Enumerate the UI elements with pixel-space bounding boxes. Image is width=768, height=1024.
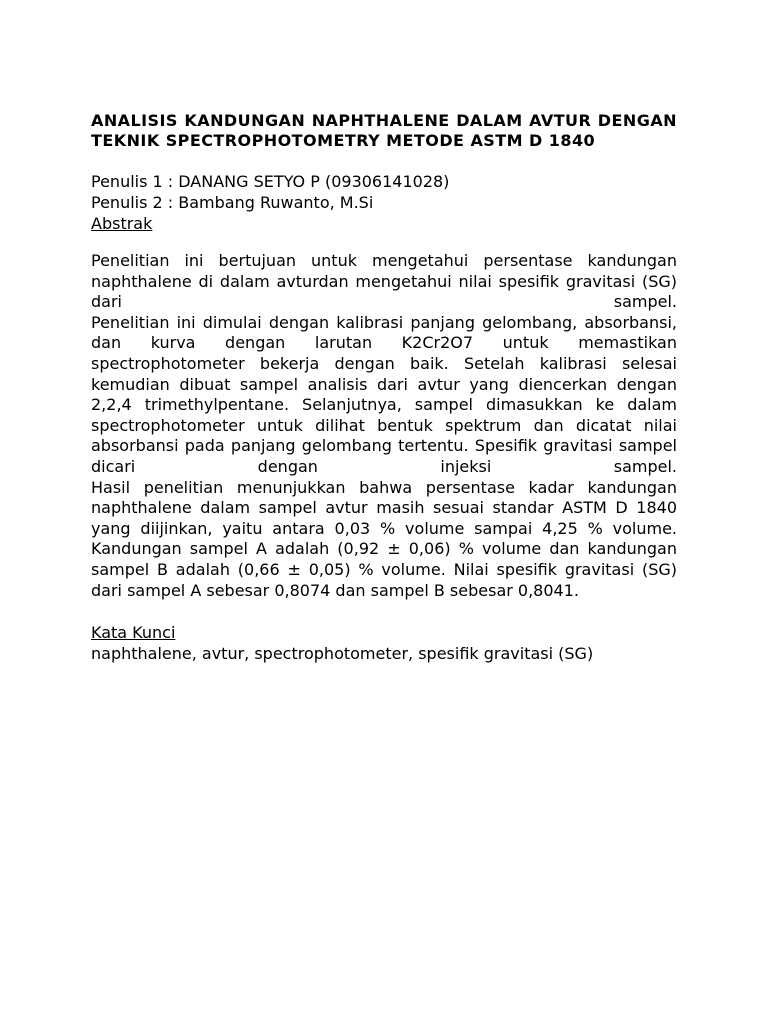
paper-title: ANALISIS KANDUNGAN NAPHTHALENE DALAM AVTUR DENGAN TEKNIK SPECTROPHOTOMETRY METODE ASTM D 1840	[91, 111, 677, 150]
author-2: Penulis 2 : Bambang Ruwanto, M.Si	[91, 193, 374, 212]
abstract-heading: Abstrak	[91, 214, 153, 233]
abstract-paragraph-1: Penelitian ini bertujuan untuk mengetahui persentase kandungan naphthalene di dalam avturdan mengetahui nilai spesifik gravitasi (SG) dari sampel.	[91, 251, 677, 312]
author-1: Penulis 1 : DANANG SETYO P (09306141028)	[91, 172, 450, 191]
author-list	[91, 171, 677, 234]
abstract-paragraph-2: Penelitian ini dimulai dengan kalibrasi panjang gelombang, absorbansi, dan kurva dengan larutan K2Cr2O7 untuk memastikan spectrophotometer bekerja dengan baik. Setelah kalibrasi selesai kemudian dibuat sampel analisis dari avtur yang diencerkan dengan 2,2,4 trimethylpentane. Selanjutnya, sampel dimasukkan ke dalam spectrophotometer untuk dilihat bentuk spektrum dan dicatat nilai absorbansi pada panjang gelombang tertentu. Spesifik gravitasi sampel dicari dengan injeksi sampel.	[91, 312, 677, 476]
document-body	[91, 111, 677, 664]
abstract-paragraph-3: Hasil penelitian menunjukkan bahwa persentase kadar kandungan naphthalene dalam sampel avtur masih sesuai standar ASTM D 1840 yang diijinkan, yaitu antara 0,03 % volume sampai 4,25 % volume. Kandungan sampel A adalah (0,92 ± 0,06) % volume dan kandungan sampel B adalah (0,66 ± 0,05) % volume. Nilai spesifik gravitasi (SG) dari sampel A sebesar 0,8074 dan sampel B sebesar 0,8041.	[91, 477, 677, 600]
keywords-heading: Kata Kunci	[91, 623, 176, 643]
keywords-text: naphthalene, avtur, spectrophotometer, spesifik gravitasi (SG)	[91, 644, 594, 664]
abstract-body	[91, 251, 677, 601]
